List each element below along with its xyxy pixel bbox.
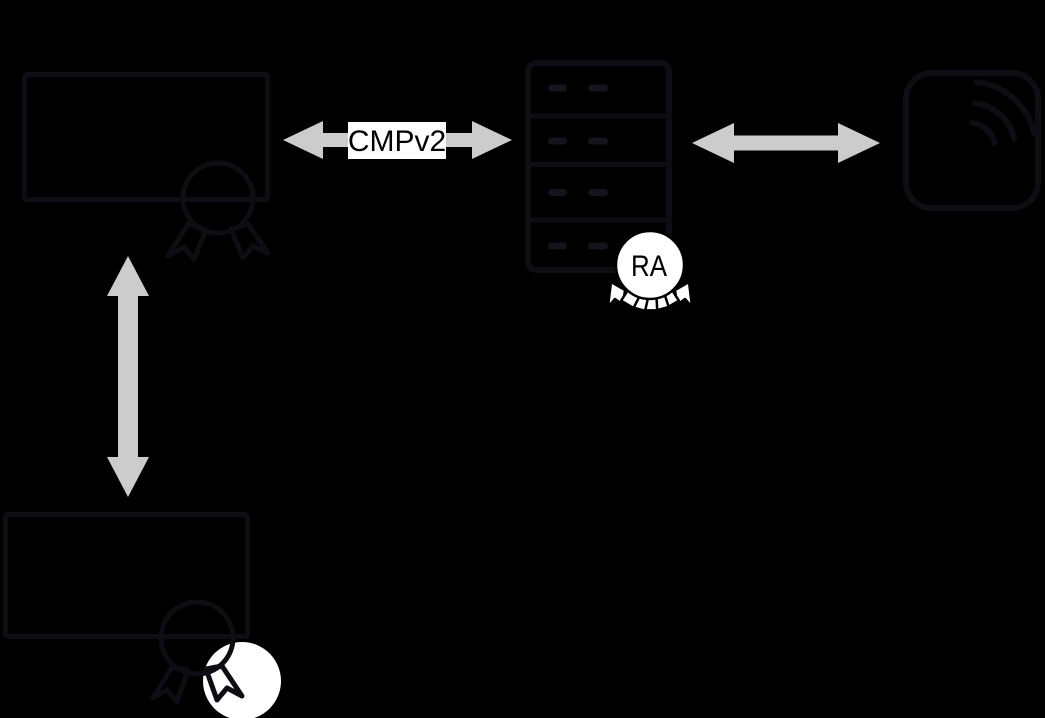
certificate-sheet bbox=[6, 515, 248, 637]
certificate-ribbon-right bbox=[231, 224, 268, 258]
device-body bbox=[906, 73, 1038, 208]
double-arrow-icon bbox=[107, 256, 149, 497]
rounded-device-wifi-icon bbox=[906, 73, 1038, 208]
ca-certificate-icon bbox=[25, 75, 269, 260]
server-device-connection-arrow bbox=[692, 123, 880, 163]
wifi-arc-middle bbox=[975, 103, 1014, 138]
double-arrow-icon bbox=[692, 123, 880, 163]
cmpv2-label bbox=[348, 122, 446, 159]
ra-badge bbox=[608, 231, 692, 311]
ra-badge-text: RA bbox=[631, 250, 667, 283]
wifi-arc-inner bbox=[973, 123, 995, 143]
certificate-sheet bbox=[25, 75, 268, 200]
ca-subca-connection-arrow bbox=[107, 256, 149, 497]
highlight-badge-circle bbox=[203, 642, 281, 718]
cmpv2-label-text: CMPv2 bbox=[347, 125, 447, 158]
sub-certificate-icon bbox=[6, 515, 282, 718]
certificate-ribbon-left bbox=[168, 224, 206, 259]
